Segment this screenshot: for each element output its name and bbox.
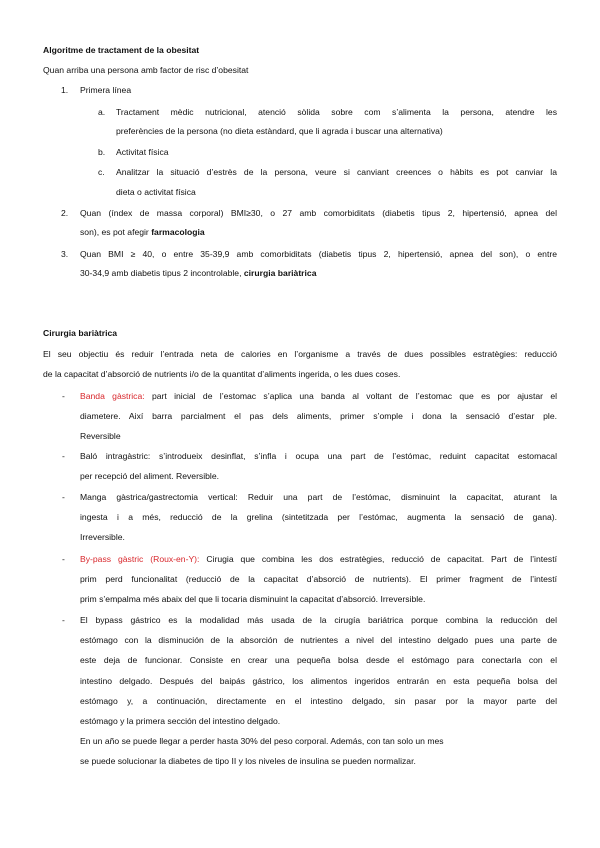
spanish-line4: intestino delgado. Después del baipás gástrico, los alimentos ingeridos entrarán en esta pequeña bolsa del	[80, 676, 557, 686]
bullet-bypass: -	[62, 554, 65, 564]
bypass-line3: prim s’empalma més abaix del que li tocaria disminuint la capacitat d’absorció. Irreversible.	[80, 594, 426, 604]
balo-line2: per recepció del aliment. Reversible.	[80, 471, 219, 481]
sub-marker-b: b.	[98, 147, 106, 157]
heading-algoritme: Algoritme de tractament de la obesitat	[43, 45, 200, 55]
subitem-a-line1: Tractament mèdic nutricional, atenció sòlida sobre com s’alimenta la persona, atendre les	[116, 107, 557, 117]
item1-title: Primera línea	[80, 85, 132, 95]
sub-marker-c: c.	[98, 167, 105, 177]
banda-line1: Banda gàstrica: part inicial de l’estomac s’aplica una banda al voltant de l’estomac que es por ajustar el	[80, 391, 558, 401]
intro-text: Quan arriba una persona amb factor de risc d’obesitat	[43, 65, 249, 75]
item2-line1: Quan (índex de massa corporal) BMI≥30, o 27 amb comorbiditats (diabetis tipus 2, hipertensió, apnea del	[80, 208, 557, 218]
list-marker-3: 3.	[61, 249, 69, 259]
item3-line2: 30-34,9 amb diabetis tipus 2 incontrolable, cirurgia bariàtrica	[80, 268, 317, 278]
spanish-line6: estómago y la primera sección del intestino delgado.	[80, 716, 281, 726]
spanish-line1: El bypass gástrico es la modalidad más usada de la cirugía bariátrica porque combina la reducción del	[80, 615, 557, 625]
manga-line1: Manga gàstrica/gastrectomia vertical: Reduir una part de l’estómac, disminuint la capacitat, aturant la	[80, 492, 557, 502]
manga-line2: ingesta i a més, reducció de la grelina (sintetitzada per l’estómac, augmenta la sensació de gana).	[80, 512, 557, 522]
bypass-line1: By-pass gàstric (Roux-en-Y): Cirugia que combina les dos estratègies, reducció de capacitat. Part de l’intestí	[80, 554, 557, 564]
subitem-b-line1: Activitat física	[116, 147, 169, 157]
bullet-balo: -	[62, 451, 65, 461]
spanish-line7: En un año se puede llegar a perder hasta 30% del peso corporal. Además, con tan solo un mes	[80, 736, 444, 746]
subitem-c-line2: dieta o activitat física	[116, 187, 196, 197]
item2-bold: farmacologia	[151, 227, 205, 237]
spanish-line2: estómago con la disminución de la absorción de nutrientes a nivel del intestino delgado pues una parte de	[80, 635, 557, 645]
bullet-banda: -	[62, 391, 65, 401]
bullet-spanish: -	[62, 615, 65, 625]
spanish-line8: se puede solucionar la diabetes de tipo II y los niveles de insulina se pueden normalizar.	[80, 756, 416, 766]
bullet-manga: -	[62, 492, 65, 502]
balo-line1: Baló intragàstric: s’introdueix desinflat, s’infla i ocupa una part de l’estómac, reduint capacitat estomacal	[80, 451, 557, 461]
list-marker-1: 1.	[61, 85, 69, 95]
spanish-line3: este deja de funcionar. Consiste en crear una pequeña bolsa desde el estómago para conectarla con el	[80, 655, 557, 665]
item3-bold: cirurgia bariàtrica	[243, 268, 317, 278]
item2-line2: son), es pot afegir farmacologia	[80, 227, 205, 237]
manga-line3: Irreversible.	[80, 532, 125, 542]
section2-intro-line1: El seu objectiu és reduir l’entrada neta de calories en l’organisme a través de dues possibles estratègies: reducció	[43, 349, 557, 359]
bypass-line2: prim perd funcionalitat (reducció de la capacitat d’absorció de nutrients). El primer fragment de l’intestí	[80, 574, 557, 584]
bypass-title: By-pass gàstric (Roux-en-Y):	[80, 554, 200, 564]
banda-title: Banda gàstrica:	[80, 391, 145, 401]
subitem-a-line2: preferències de la persona (no dieta estàndard, que li agrada i buscar una alternativa)	[116, 126, 443, 136]
banda-line2: diametere. Així barra parcialment el pas dels aliments, primer s’omple i dona la sensació d’estar ple.	[80, 411, 557, 421]
section2-intro-line2: de la capacitat d’absorció de nutrients i/o de la quantitat d’aliments ingerida, o les dues coses.	[43, 369, 401, 379]
sub-marker-a: a.	[98, 107, 106, 117]
banda-line3: Reversible	[80, 431, 121, 441]
subitem-c-line1: Analitzar la situació d’estrès de la persona, veure si canviant creences o hàbits es pot canviar la	[116, 167, 557, 177]
item3-line1: Quan BMI ≥ 40, o entre 35-39,9 amb comorbiditats (diabetis tipus 2, hipertensió, apnea del son), o entre	[80, 249, 557, 259]
heading-cirurgia: Cirurgia bariàtrica	[43, 328, 118, 338]
spanish-line5: estómago y, a continuación, directamente en el intestino delgado, sin pasar por la mayor parte del	[80, 696, 557, 706]
list-marker-2: 2.	[61, 208, 69, 218]
